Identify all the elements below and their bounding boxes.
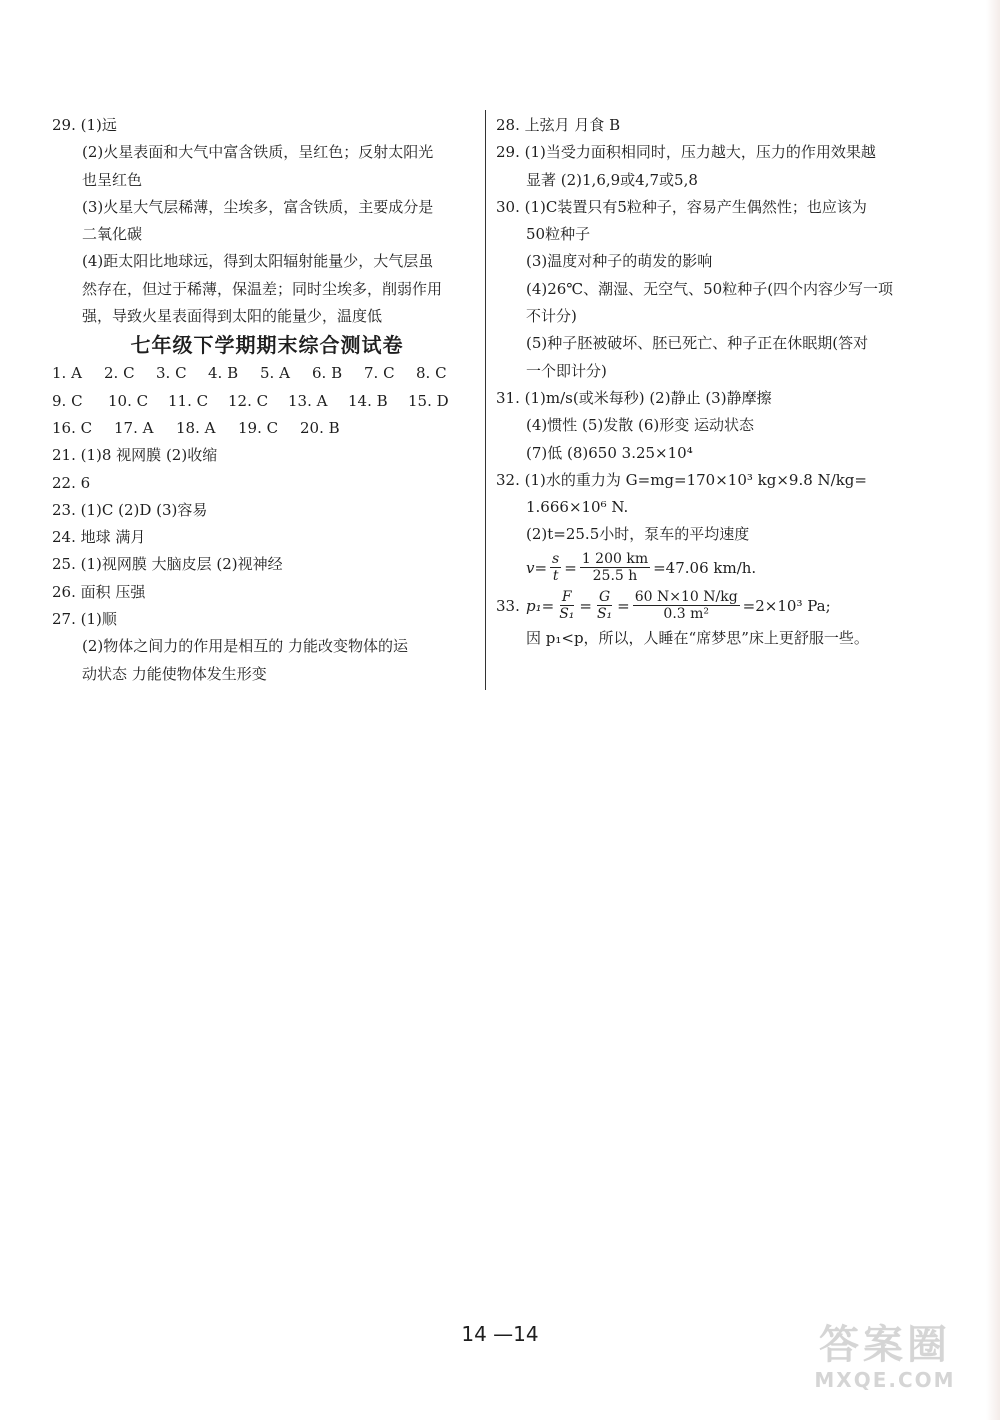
q30-line-5: 不计分) (526, 307, 577, 326)
mcq-row-1 (52, 360, 482, 387)
fraction (595, 589, 614, 622)
mcq-answer: 12. C (228, 391, 269, 410)
mcq-answer: 7. C (364, 364, 395, 383)
q23-answer: 23. (1)C (2)D (3)容易 (52, 500, 208, 519)
fraction-numerator: s (552, 551, 560, 568)
formula-text: = (617, 596, 630, 615)
fraction-numerator: G (598, 589, 611, 606)
mcq-answer: 2. C (104, 364, 135, 383)
fraction-numerator: F (561, 589, 572, 606)
page-edge (986, 0, 1000, 1420)
mcq-answer: 3. C (156, 364, 187, 383)
mcq-answer: 11. C (168, 391, 209, 410)
q25-answer: 25. (1)视网膜 大脑皮层 (2)视神经 (52, 555, 283, 574)
q21-answer: 21. (1)8 视网膜 (2)收缩 (52, 446, 218, 465)
q30-line-6: (5)种子胚被破坏、胚已死亡、种子正在休眠期(答对 (526, 334, 869, 353)
mcq-answer: 4. B (208, 364, 239, 383)
formula-text: v= (526, 558, 548, 577)
q28-answer: 28. 上弦月 月食 B (496, 116, 621, 134)
q29-line-7: 然存在，但过于稀薄，保温差；同时尘埃多，削弱作用 (82, 279, 443, 298)
q29-line-6: (4)距太阳比地球远，得到太阳辐射能量少，大气层虽 (82, 252, 434, 271)
q29-line-3: 也呈红色 (82, 170, 143, 189)
mcq-answer: 16. C (52, 418, 93, 437)
watermark-url: MXQE.COM (814, 1368, 956, 1392)
section-title: 七年级下学期期末综合测试卷 (130, 333, 404, 358)
fraction (633, 589, 740, 622)
mcq-answer: 19. C (238, 418, 279, 437)
mcq-answer: 10. C (108, 391, 149, 410)
fraction-denominator: t (552, 568, 559, 585)
mcq-answer: 1. A (52, 364, 82, 383)
mcq-answer: 8. C (416, 364, 447, 383)
formula-text: = (579, 596, 592, 615)
q31-line-1: 31. (1)m/s(或米每秒) (2)静止 (3)静摩擦 (496, 388, 772, 407)
q30-line-3: (3)温度对种子的萌发的影响 (526, 252, 713, 271)
mcq-answer: 15. D (408, 391, 449, 410)
mcq-answer: 20. B (300, 418, 340, 437)
mcq-answer: 14. B (348, 391, 388, 410)
formula-text: = (564, 558, 577, 577)
mcq-row-2 (52, 388, 482, 415)
q29-line-2: (2)火星表面和大气中富含铁质，呈红色；反射太阳光 (82, 143, 434, 162)
q30-line-2: 50粒种子 (526, 225, 591, 244)
fraction (580, 551, 650, 584)
fraction-numerator: 1 200 km (581, 551, 649, 568)
q29-line-1: 29. (1)远 (52, 116, 117, 134)
q32-velocity-formula (496, 549, 928, 587)
q30-line-7: 一个即计分) (526, 361, 607, 380)
q31-line-3: (7)低 (8)650 3.25×10⁴ (526, 443, 693, 462)
left-column (52, 112, 482, 688)
fraction (550, 551, 561, 584)
q30-line-4: (4)26℃、潮湿、无空气、50粒种子(四个内容少写一项 (526, 279, 894, 298)
q27-line-3: 动状态 力能使物体发生形变 (82, 664, 267, 683)
q27-line-1: 27. (1)顺 (52, 610, 117, 629)
fraction-denominator: 0.3 m² (663, 606, 710, 623)
mcq-answer: 18. A (176, 418, 216, 437)
q33-line-2: 因 p₁<p，所以，人睡在“席梦思”床上更舒服一些。 (526, 628, 869, 647)
q24-answer: 24. 地球 满月 (52, 528, 146, 547)
right-column (496, 112, 928, 652)
q26-answer: 26. 面积 压强 (52, 582, 146, 601)
watermark-logo (800, 1322, 970, 1402)
formula-text: p₁= (526, 596, 555, 615)
mcq-answer: 5. A (260, 364, 290, 383)
q29-line-4: (3)火星大气层稀薄，尘埃多，富含铁质，主要成分是 (82, 197, 434, 216)
mcq-answer: 17. A (114, 418, 154, 437)
q22-answer: 22. 6 (52, 473, 91, 492)
mcq-row-3 (52, 415, 482, 442)
q31-line-2: (4)惯性 (5)发散 (6)形变 运动状态 (526, 416, 755, 435)
q30-line-1: 30. (1)C装置只有5粒种子，容易产生偶然性；也应该为 (496, 197, 867, 216)
formula-text: =2×10³ Pa; (742, 596, 831, 615)
q29r-line-1: 29. (1)当受力面积相同时，压力越大，压力的作用效果越 (496, 143, 876, 162)
q33-pressure-formula (496, 587, 928, 625)
q29-line-8: 强，导致火星表面得到太阳的能量少，温度低 (82, 307, 383, 326)
fraction-denominator: S₁ (596, 606, 613, 623)
q29r-line-2: 显著 (2)1,6,9或4,7或5,8 (526, 170, 698, 189)
question-number: 33. (496, 596, 520, 615)
column-divider (485, 110, 486, 690)
fraction-denominator: 25.5 h (592, 568, 638, 585)
q29-line-5: 二氧化碳 (82, 225, 143, 244)
q32-line-2: 1.666×10⁶ N. (526, 498, 629, 517)
page-number: 14 —14 (461, 1322, 539, 1346)
fraction-denominator: S₁ (559, 606, 575, 623)
mcq-answer: 6. B (312, 364, 343, 383)
watermark-text: 答案圈 (819, 1322, 951, 1368)
q32-line-3: (2)t=25.5小时，泵车的平均速度 (526, 525, 750, 544)
mcq-answer: 9. C (52, 391, 83, 410)
fraction (557, 589, 576, 622)
fraction-numerator: 60 N×10 N/kg (634, 589, 738, 606)
mcq-answer: 13. A (288, 391, 328, 410)
formula-text: =47.06 km/h. (653, 558, 757, 577)
q27-line-2: (2)物体之间力的作用是相互的 力能改变物体的运 (82, 637, 409, 656)
q32-line-1: 32. (1)水的重力为 G=mg=170×10³ kg×9.8 N/kg= (496, 470, 867, 489)
